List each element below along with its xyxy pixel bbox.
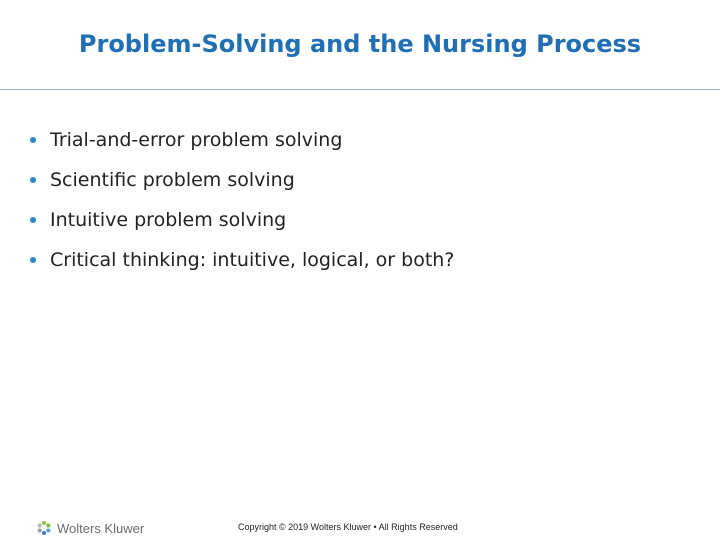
footer-logo [36, 518, 144, 538]
bullet-dot-icon [30, 257, 36, 263]
slide-title: Problem-Solving and the Nursing Process [78, 30, 642, 58]
bullet-item [30, 240, 454, 280]
title-divider [0, 89, 720, 90]
bullet-text: Trial-and-error problem solving [50, 129, 343, 151]
logo-text: Wolters Kluwer [57, 520, 145, 536]
copyright-notice: Copyright © 2019 Wolters Kluwer • All Rights Reserved [238, 522, 458, 532]
bullet-text: Scientific problem solving [50, 169, 295, 191]
bullet-text: Critical thinking: intuitive, logical, or both? [50, 249, 455, 271]
bullet-list [30, 120, 454, 280]
bullet-dot-icon [30, 177, 36, 183]
bullet-dot-icon [30, 137, 36, 143]
bullet-text: Intuitive problem solving [50, 209, 287, 231]
bullet-item [30, 160, 454, 200]
wolters-kluwer-logo-icon [36, 520, 52, 536]
bullet-item [30, 120, 454, 160]
bullet-dot-icon [30, 217, 36, 223]
bullet-item [30, 200, 454, 240]
